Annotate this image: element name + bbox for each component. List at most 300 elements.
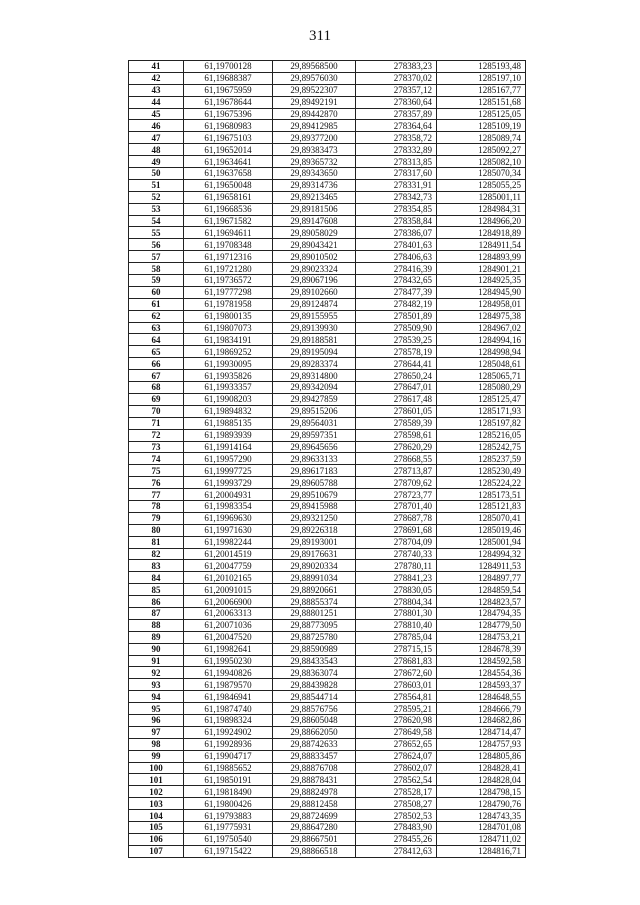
x-coordinate-cell: 278704,09 xyxy=(356,536,437,548)
y-coordinate-cell: 1284682,86 xyxy=(437,714,526,726)
point-number-cell: 82 xyxy=(129,548,184,560)
y-coordinate-cell: 1284805,86 xyxy=(437,750,526,762)
table-row xyxy=(129,215,526,227)
point-number-cell: 83 xyxy=(129,560,184,572)
point-number-cell: 100 xyxy=(129,762,184,774)
x-coordinate-cell: 278578,19 xyxy=(356,346,437,358)
y-coordinate-cell: 1284701,08 xyxy=(437,822,526,834)
point-number-cell: 44 xyxy=(129,96,184,108)
latitude-cell: 61,19781958 xyxy=(184,298,273,310)
longitude-cell: 29,89321250 xyxy=(273,512,356,524)
x-coordinate-cell: 278477,39 xyxy=(356,286,437,298)
table-row xyxy=(129,132,526,144)
point-number-cell: 79 xyxy=(129,512,184,524)
y-coordinate-cell: 1285193,48 xyxy=(437,61,526,73)
latitude-cell: 61,19898324 xyxy=(184,714,273,726)
x-coordinate-cell: 278723,77 xyxy=(356,489,437,501)
table-row xyxy=(129,667,526,679)
latitude-cell: 61,19971630 xyxy=(184,524,273,536)
latitude-cell: 61,19650048 xyxy=(184,179,273,191)
longitude-cell: 29,89645656 xyxy=(273,441,356,453)
x-coordinate-cell: 278810,40 xyxy=(356,619,437,631)
table-row xyxy=(129,536,526,548)
y-coordinate-cell: 1285055,25 xyxy=(437,179,526,191)
y-coordinate-cell: 1284816,71 xyxy=(437,845,526,857)
latitude-cell: 61,20014519 xyxy=(184,548,273,560)
longitude-cell: 29,89597351 xyxy=(273,429,356,441)
longitude-cell: 29,89176631 xyxy=(273,548,356,560)
longitude-cell: 29,88855374 xyxy=(273,596,356,608)
point-number-cell: 49 xyxy=(129,156,184,168)
y-coordinate-cell: 1284743,35 xyxy=(437,810,526,822)
y-coordinate-cell: 1285171,93 xyxy=(437,405,526,417)
latitude-cell: 61,19807073 xyxy=(184,322,273,334)
longitude-cell: 29,88433543 xyxy=(273,655,356,667)
y-coordinate-cell: 1284666,79 xyxy=(437,703,526,715)
point-number-cell: 64 xyxy=(129,334,184,346)
point-number-cell: 46 xyxy=(129,120,184,132)
x-coordinate-cell: 278652,65 xyxy=(356,738,437,750)
x-coordinate-cell: 278564,81 xyxy=(356,691,437,703)
x-coordinate-cell: 278483,90 xyxy=(356,822,437,834)
x-coordinate-cell: 278601,05 xyxy=(356,405,437,417)
point-number-cell: 48 xyxy=(129,144,184,156)
y-coordinate-cell: 1285197,10 xyxy=(437,72,526,84)
x-coordinate-cell: 278412,63 xyxy=(356,845,437,857)
x-coordinate-cell: 278804,34 xyxy=(356,596,437,608)
table-row xyxy=(129,560,526,572)
latitude-cell: 61,20063313 xyxy=(184,607,273,619)
y-coordinate-cell: 1285167,77 xyxy=(437,84,526,96)
point-number-cell: 96 xyxy=(129,714,184,726)
longitude-cell: 29,89412985 xyxy=(273,120,356,132)
x-coordinate-cell: 278360,64 xyxy=(356,96,437,108)
table-row xyxy=(129,84,526,96)
point-number-cell: 101 xyxy=(129,774,184,786)
x-coordinate-cell: 278383,23 xyxy=(356,61,437,73)
x-coordinate-cell: 278501,89 xyxy=(356,310,437,322)
table-row xyxy=(129,798,526,810)
latitude-cell: 61,19924902 xyxy=(184,726,273,738)
x-coordinate-cell: 278406,63 xyxy=(356,251,437,263)
y-coordinate-cell: 1285125,47 xyxy=(437,393,526,405)
table-row xyxy=(129,631,526,643)
table-row xyxy=(129,619,526,631)
x-coordinate-cell: 278509,90 xyxy=(356,322,437,334)
y-coordinate-cell: 1284975,38 xyxy=(437,310,526,322)
point-number-cell: 105 xyxy=(129,822,184,834)
longitude-cell: 29,89155955 xyxy=(273,310,356,322)
point-number-cell: 102 xyxy=(129,786,184,798)
latitude-cell: 61,19983354 xyxy=(184,500,273,512)
longitude-cell: 29,89102660 xyxy=(273,286,356,298)
latitude-cell: 61,19800426 xyxy=(184,798,273,810)
latitude-cell: 61,19793883 xyxy=(184,810,273,822)
point-number-cell: 62 xyxy=(129,310,184,322)
table-row xyxy=(129,465,526,477)
y-coordinate-cell: 1285197,82 xyxy=(437,417,526,429)
longitude-cell: 29,89510679 xyxy=(273,489,356,501)
table-row xyxy=(129,417,526,429)
table-row xyxy=(129,346,526,358)
y-coordinate-cell: 1285001,94 xyxy=(437,536,526,548)
latitude-cell: 61,19675396 xyxy=(184,108,273,120)
table-row xyxy=(129,191,526,203)
table-row xyxy=(129,584,526,596)
x-coordinate-cell: 278370,02 xyxy=(356,72,437,84)
latitude-cell: 61,19885652 xyxy=(184,762,273,774)
x-coordinate-cell: 278539,25 xyxy=(356,334,437,346)
point-number-cell: 98 xyxy=(129,738,184,750)
page-number: 311 xyxy=(309,28,331,44)
x-coordinate-cell: 278502,53 xyxy=(356,810,437,822)
point-number-cell: 106 xyxy=(129,833,184,845)
point-number-cell: 75 xyxy=(129,465,184,477)
x-coordinate-cell: 278595,21 xyxy=(356,703,437,715)
longitude-cell: 29,89226318 xyxy=(273,524,356,536)
x-coordinate-cell: 278668,55 xyxy=(356,453,437,465)
x-coordinate-cell: 278617,48 xyxy=(356,393,437,405)
point-number-cell: 72 xyxy=(129,429,184,441)
table-row xyxy=(129,703,526,715)
point-number-cell: 76 xyxy=(129,477,184,489)
point-number-cell: 103 xyxy=(129,798,184,810)
longitude-cell: 29,89633133 xyxy=(273,453,356,465)
x-coordinate-cell: 278416,39 xyxy=(356,263,437,275)
latitude-cell: 61,19933357 xyxy=(184,382,273,394)
longitude-cell: 29,88725780 xyxy=(273,631,356,643)
table-row xyxy=(129,310,526,322)
x-coordinate-cell: 278358,84 xyxy=(356,215,437,227)
longitude-cell: 29,88590989 xyxy=(273,643,356,655)
table-row xyxy=(129,61,526,73)
point-number-cell: 47 xyxy=(129,132,184,144)
y-coordinate-cell: 1285070,41 xyxy=(437,512,526,524)
table-row xyxy=(129,679,526,691)
table-row xyxy=(129,500,526,512)
table-row xyxy=(129,96,526,108)
longitude-cell: 29,88824978 xyxy=(273,786,356,798)
longitude-cell: 29,89283374 xyxy=(273,358,356,370)
x-coordinate-cell: 278357,12 xyxy=(356,84,437,96)
table-row xyxy=(129,714,526,726)
point-number-cell: 61 xyxy=(129,298,184,310)
point-number-cell: 65 xyxy=(129,346,184,358)
table-row xyxy=(129,382,526,394)
table-row xyxy=(129,691,526,703)
point-number-cell: 107 xyxy=(129,845,184,857)
latitude-cell: 61,19930095 xyxy=(184,358,273,370)
x-coordinate-cell: 278715,15 xyxy=(356,643,437,655)
table-row xyxy=(129,786,526,798)
point-number-cell: 78 xyxy=(129,500,184,512)
x-coordinate-cell: 278508,27 xyxy=(356,798,437,810)
x-coordinate-cell: 278589,39 xyxy=(356,417,437,429)
latitude-cell: 61,19940826 xyxy=(184,667,273,679)
longitude-cell: 29,88724699 xyxy=(273,810,356,822)
point-number-cell: 59 xyxy=(129,275,184,287)
y-coordinate-cell: 1284911,53 xyxy=(437,560,526,572)
longitude-cell: 29,89442870 xyxy=(273,108,356,120)
point-number-cell: 50 xyxy=(129,168,184,180)
y-coordinate-cell: 1285230,49 xyxy=(437,465,526,477)
point-number-cell: 71 xyxy=(129,417,184,429)
longitude-cell: 29,89058029 xyxy=(273,227,356,239)
latitude-cell: 61,19818490 xyxy=(184,786,273,798)
y-coordinate-cell: 1285070,34 xyxy=(437,168,526,180)
longitude-cell: 29,88866518 xyxy=(273,845,356,857)
point-number-cell: 90 xyxy=(129,643,184,655)
x-coordinate-cell: 278681,83 xyxy=(356,655,437,667)
latitude-cell: 61,19721280 xyxy=(184,263,273,275)
longitude-cell: 29,89020334 xyxy=(273,560,356,572)
longitude-cell: 29,89605788 xyxy=(273,477,356,489)
y-coordinate-cell: 1284897,77 xyxy=(437,572,526,584)
y-coordinate-cell: 1284918,89 xyxy=(437,227,526,239)
table-row xyxy=(129,738,526,750)
x-coordinate-cell: 278740,33 xyxy=(356,548,437,560)
longitude-cell: 29,89617183 xyxy=(273,465,356,477)
longitude-cell: 29,88878431 xyxy=(273,774,356,786)
point-number-cell: 88 xyxy=(129,619,184,631)
x-coordinate-cell: 278528,17 xyxy=(356,786,437,798)
y-coordinate-cell: 1284648,55 xyxy=(437,691,526,703)
point-number-cell: 86 xyxy=(129,596,184,608)
y-coordinate-cell: 1284893,99 xyxy=(437,251,526,263)
x-coordinate-cell: 278364,64 xyxy=(356,120,437,132)
x-coordinate-cell: 278358,72 xyxy=(356,132,437,144)
x-coordinate-cell: 278672,60 xyxy=(356,667,437,679)
latitude-cell: 61,19658161 xyxy=(184,191,273,203)
y-coordinate-cell: 1284790,76 xyxy=(437,798,526,810)
point-number-cell: 69 xyxy=(129,393,184,405)
point-number-cell: 67 xyxy=(129,370,184,382)
x-coordinate-cell: 278650,24 xyxy=(356,370,437,382)
table-row xyxy=(129,750,526,762)
latitude-cell: 61,19869252 xyxy=(184,346,273,358)
latitude-cell: 61,19935826 xyxy=(184,370,273,382)
table-row xyxy=(129,168,526,180)
point-number-cell: 63 xyxy=(129,322,184,334)
x-coordinate-cell: 278432,65 xyxy=(356,275,437,287)
point-number-cell: 99 xyxy=(129,750,184,762)
y-coordinate-cell: 1285224,22 xyxy=(437,477,526,489)
latitude-cell: 61,19715422 xyxy=(184,845,273,857)
longitude-cell: 29,89365732 xyxy=(273,156,356,168)
point-number-cell: 81 xyxy=(129,536,184,548)
x-coordinate-cell: 278649,58 xyxy=(356,726,437,738)
point-number-cell: 73 xyxy=(129,441,184,453)
table-row xyxy=(129,655,526,667)
latitude-cell: 61,19800135 xyxy=(184,310,273,322)
latitude-cell: 61,19885135 xyxy=(184,417,273,429)
y-coordinate-cell: 1284823,57 xyxy=(437,596,526,608)
table-row xyxy=(129,833,526,845)
longitude-cell: 29,88876708 xyxy=(273,762,356,774)
point-number-cell: 68 xyxy=(129,382,184,394)
point-number-cell: 94 xyxy=(129,691,184,703)
point-number-cell: 89 xyxy=(129,631,184,643)
x-coordinate-cell: 278785,04 xyxy=(356,631,437,643)
point-number-cell: 54 xyxy=(129,215,184,227)
table-row xyxy=(129,441,526,453)
longitude-cell: 29,89427859 xyxy=(273,393,356,405)
y-coordinate-cell: 1285109,19 xyxy=(437,120,526,132)
longitude-cell: 29,88812458 xyxy=(273,798,356,810)
point-number-cell: 53 xyxy=(129,203,184,215)
latitude-cell: 61,20047759 xyxy=(184,560,273,572)
x-coordinate-cell: 278562,54 xyxy=(356,774,437,786)
y-coordinate-cell: 1284994,32 xyxy=(437,548,526,560)
latitude-cell: 61,19750540 xyxy=(184,833,273,845)
latitude-cell: 61,19846941 xyxy=(184,691,273,703)
longitude-cell: 29,89383473 xyxy=(273,144,356,156)
y-coordinate-cell: 1284911,54 xyxy=(437,239,526,251)
latitude-cell: 61,19969630 xyxy=(184,512,273,524)
x-coordinate-cell: 278332,89 xyxy=(356,144,437,156)
latitude-cell: 61,19775931 xyxy=(184,822,273,834)
longitude-cell: 29,89188581 xyxy=(273,334,356,346)
longitude-cell: 29,88773095 xyxy=(273,619,356,631)
point-number-cell: 57 xyxy=(129,251,184,263)
latitude-cell: 61,19874740 xyxy=(184,703,273,715)
y-coordinate-cell: 1285216,05 xyxy=(437,429,526,441)
y-coordinate-cell: 1284554,36 xyxy=(437,667,526,679)
x-coordinate-cell: 278354,85 xyxy=(356,203,437,215)
x-coordinate-cell: 278386,07 xyxy=(356,227,437,239)
y-coordinate-cell: 1284714,47 xyxy=(437,726,526,738)
latitude-cell: 61,19637658 xyxy=(184,168,273,180)
longitude-cell: 29,89010502 xyxy=(273,251,356,263)
y-coordinate-cell: 1284998,94 xyxy=(437,346,526,358)
point-number-cell: 66 xyxy=(129,358,184,370)
table-row xyxy=(129,358,526,370)
point-number-cell: 56 xyxy=(129,239,184,251)
y-coordinate-cell: 1285121,83 xyxy=(437,500,526,512)
table-row xyxy=(129,286,526,298)
point-number-cell: 97 xyxy=(129,726,184,738)
point-number-cell: 43 xyxy=(129,84,184,96)
table-row xyxy=(129,845,526,857)
latitude-cell: 61,19850191 xyxy=(184,774,273,786)
longitude-cell: 29,88544714 xyxy=(273,691,356,703)
longitude-cell: 29,89522307 xyxy=(273,84,356,96)
longitude-cell: 29,88801251 xyxy=(273,607,356,619)
table-row xyxy=(129,643,526,655)
latitude-cell: 61,19652014 xyxy=(184,144,273,156)
latitude-cell: 61,20004931 xyxy=(184,489,273,501)
x-coordinate-cell: 278841,23 xyxy=(356,572,437,584)
longitude-cell: 29,88605048 xyxy=(273,714,356,726)
latitude-cell: 61,19675959 xyxy=(184,84,273,96)
table-row xyxy=(129,572,526,584)
latitude-cell: 61,20102165 xyxy=(184,572,273,584)
longitude-cell: 29,89147608 xyxy=(273,215,356,227)
latitude-cell: 61,19997725 xyxy=(184,465,273,477)
y-coordinate-cell: 1284966,20 xyxy=(437,215,526,227)
y-coordinate-cell: 1285242,75 xyxy=(437,441,526,453)
y-coordinate-cell: 1285048,61 xyxy=(437,358,526,370)
table-row xyxy=(129,477,526,489)
point-number-cell: 80 xyxy=(129,524,184,536)
y-coordinate-cell: 1284711,02 xyxy=(437,833,526,845)
table-row xyxy=(129,810,526,822)
table-row xyxy=(129,405,526,417)
latitude-cell: 61,19680983 xyxy=(184,120,273,132)
point-number-cell: 52 xyxy=(129,191,184,203)
table-row xyxy=(129,203,526,215)
latitude-cell: 61,19736572 xyxy=(184,275,273,287)
point-number-cell: 70 xyxy=(129,405,184,417)
longitude-cell: 29,89342094 xyxy=(273,382,356,394)
latitude-cell: 61,19894832 xyxy=(184,405,273,417)
longitude-cell: 29,89314736 xyxy=(273,179,356,191)
y-coordinate-cell: 1284925,35 xyxy=(437,275,526,287)
x-coordinate-cell: 278687,78 xyxy=(356,512,437,524)
table-row xyxy=(129,524,526,536)
y-coordinate-cell: 1284798,15 xyxy=(437,786,526,798)
table-row xyxy=(129,370,526,382)
x-coordinate-cell: 278780,11 xyxy=(356,560,437,572)
longitude-cell: 29,89377200 xyxy=(273,132,356,144)
latitude-cell: 61,19708348 xyxy=(184,239,273,251)
longitude-cell: 29,88742633 xyxy=(273,738,356,750)
table-row xyxy=(129,120,526,132)
longitude-cell: 29,89564031 xyxy=(273,417,356,429)
y-coordinate-cell: 1284994,16 xyxy=(437,334,526,346)
table-row xyxy=(129,607,526,619)
y-coordinate-cell: 1285065,71 xyxy=(437,370,526,382)
y-coordinate-cell: 1284984,31 xyxy=(437,203,526,215)
latitude-cell: 61,19982244 xyxy=(184,536,273,548)
latitude-cell: 61,19668536 xyxy=(184,203,273,215)
y-coordinate-cell: 1285125,05 xyxy=(437,108,526,120)
latitude-cell: 61,19777298 xyxy=(184,286,273,298)
y-coordinate-cell: 1284901,21 xyxy=(437,263,526,275)
table-row xyxy=(129,251,526,263)
latitude-cell: 61,19914164 xyxy=(184,441,273,453)
y-coordinate-cell: 1284753,21 xyxy=(437,631,526,643)
y-coordinate-cell: 1285019,46 xyxy=(437,524,526,536)
x-coordinate-cell: 278644,41 xyxy=(356,358,437,370)
x-coordinate-cell: 278624,07 xyxy=(356,750,437,762)
longitude-cell: 29,89181506 xyxy=(273,203,356,215)
point-number-cell: 55 xyxy=(129,227,184,239)
x-coordinate-cell: 278713,87 xyxy=(356,465,437,477)
longitude-cell: 29,89067196 xyxy=(273,275,356,287)
latitude-cell: 61,19694611 xyxy=(184,227,273,239)
table-row xyxy=(129,239,526,251)
table-row xyxy=(129,156,526,168)
x-coordinate-cell: 278801,30 xyxy=(356,607,437,619)
y-coordinate-cell: 1285082,10 xyxy=(437,156,526,168)
point-number-cell: 95 xyxy=(129,703,184,715)
latitude-cell: 61,20091015 xyxy=(184,584,273,596)
longitude-cell: 29,89043421 xyxy=(273,239,356,251)
latitude-cell: 61,19688387 xyxy=(184,72,273,84)
y-coordinate-cell: 1285001,11 xyxy=(437,191,526,203)
latitude-cell: 61,19908203 xyxy=(184,393,273,405)
table-row xyxy=(129,393,526,405)
table-row xyxy=(129,726,526,738)
table-row xyxy=(129,72,526,84)
latitude-cell: 61,19675103 xyxy=(184,132,273,144)
y-coordinate-cell: 1285089,74 xyxy=(437,132,526,144)
y-coordinate-cell: 1284859,54 xyxy=(437,584,526,596)
table-row xyxy=(129,548,526,560)
longitude-cell: 29,89195094 xyxy=(273,346,356,358)
latitude-cell: 61,20047520 xyxy=(184,631,273,643)
